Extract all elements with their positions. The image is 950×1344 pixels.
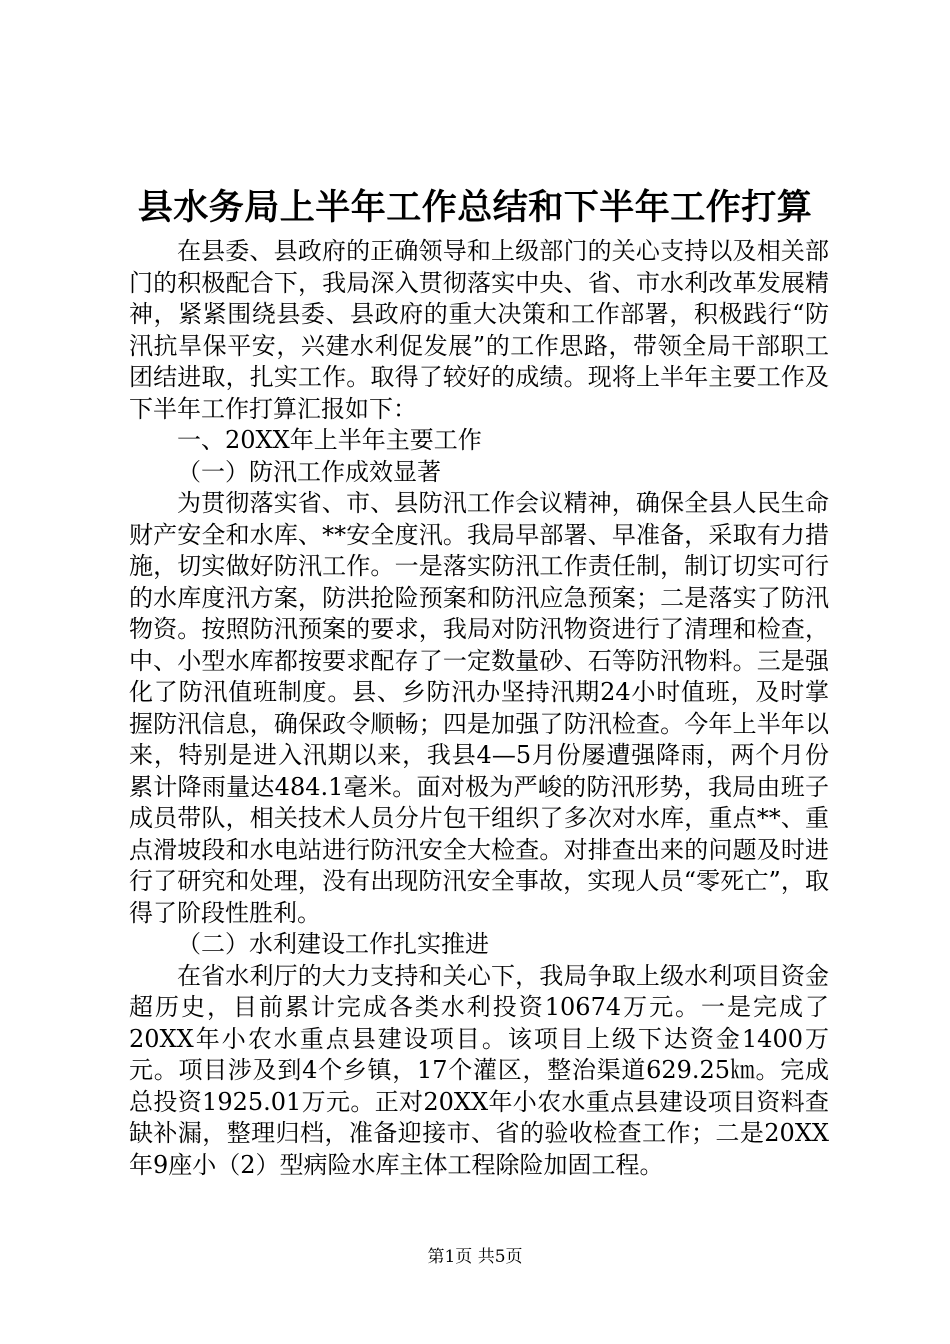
document-body [129,236,829,1181]
subsection-heading-1: （一）防汛工作成效显著 [177,457,441,486]
page-number-footer: 第1页 共5页 [427,1247,523,1267]
intro-paragraph: 在县委、县政府的正确领导和上级部门的关心支持以及相关部门的积极配合下，我局深入贯彻落实中央、省、市水利改革发展精神，紧紧围绕县委、县政府的重大决策和工作部署，积极践行“防汛抗旱保平安，兴建水利促发展”的工作思路，带领全局干部职工团结进取，扎实工作。取得了较好的成绩。现将上半年主要工作及下半年工作打算汇报如下： [129,237,829,423]
section-heading-1: 一、20XX年上半年主要工作 [177,426,482,454]
subsection-heading-2: （二）水利建设工作扎实推进 [177,930,489,958]
document-title: 县水务局上半年工作总结和下半年工作打算 [137,188,813,228]
water-construction-paragraph: 在省水利厅的大力支持和关心下，我局争取上级水利项目资金超历史，目前累计完成各类水利投资10674万元。一是完成了20XX年小农水重点县建设项目。该项目上级下达资金1400万元。项目涉及到4个乡镇，17个灌区，整治渠道629.25㎞。完成总投资1925.01万元。正对20XX年小农水重点县建设项目资料查缺补漏，整理归档，准备迎接市、省的验收检查工作；二是20XX年9座小（2）型病险水库主体工程除险加固工程。 [129,961,829,1179]
flood-control-paragraph: 为贯彻落实省、市、县防汛工作会议精神，确保全县人民生命财产安全和水库、**安全度汛。我局早部署、早准备，采取有力措施，切实做好防汛工作。一是落实防汛工作责任制，制订切实可行的水库度汛方案，防洪抢险预案和防汛应急预案；二是落实了防汛物资。按照防汛预案的要求，我局对防汛物资进行了清理和检查，中、小型水库都按要求配存了一定数量砂、石等防汛物料。三是强化了防汛值班制度。县、乡防汛办坚持汛期24小时值班，及时掌握防汛信息，确保政令顺畅；四是加强了防汛检查。今年上半年以来，特别是进入汛期以来，我县4—5月份屡遭强降雨，两个月份累计降雨量达484.1毫米。面对极为严峻的防汛形势，我局由班子成员带队，相关技术人员分片包干组织了多次对水库，重点**、重点滑坡段和水电站进行防汛安全大检查。对排查出来的问题及时进行了研究和处理，没有出现防汛安全事故，实现人员“零死亡”，取得了阶段性胜利。 [129,489,829,927]
